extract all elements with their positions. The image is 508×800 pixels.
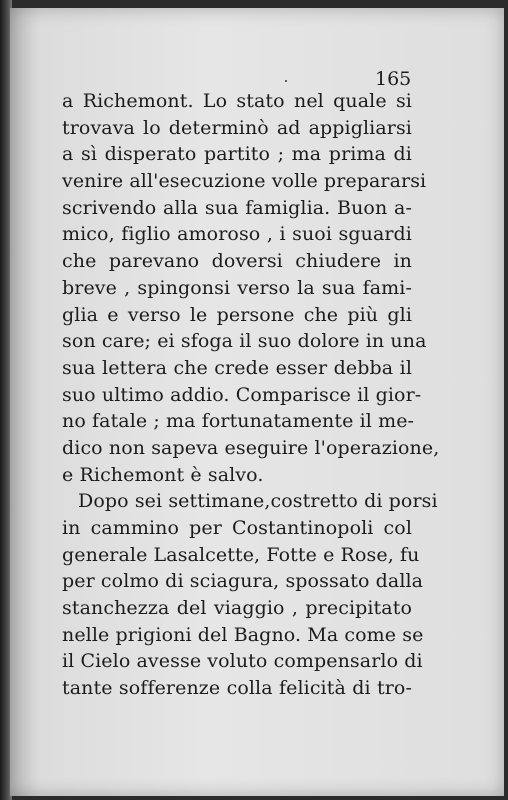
book-page xyxy=(10,8,504,796)
text-line: trovava lo determinò ad appigliarsi xyxy=(62,116,412,139)
text-line: glia e verso le persone che più gli xyxy=(62,303,412,326)
text-line: breve , spingonsi verso la sua fami- xyxy=(62,276,412,299)
text-line: in cammino per Costantinopoli col xyxy=(62,517,412,539)
text-line: il Cielo avesse voluto compensarlo di xyxy=(62,650,423,673)
text-line: Dopo sei settimane,costretto di porsi xyxy=(78,490,438,513)
text-line: nelle prigioni del Bagno. Ma come se xyxy=(62,623,424,646)
text-line: scrivendo alla sua famiglia. Buon a- xyxy=(62,196,412,219)
text-line: e Richemont è salvo. xyxy=(62,463,264,486)
text-line: generale Lasalcette, Fotte e Rose, fu xyxy=(62,543,420,566)
page-number: 165 xyxy=(375,68,412,90)
text-line: per colmo di sciagura, spossato dalla xyxy=(62,570,424,593)
text-line: mico, figlio amoroso , i suoi sguardi xyxy=(62,223,412,246)
text-line: son care; ei sfoga il suo dolore in una xyxy=(62,330,427,353)
text-line: a sì disperato partito ; ma prima di xyxy=(62,143,412,166)
text-line: sua lettera che crede esser debba il xyxy=(62,356,412,379)
text-line: che parevano doversi chiudere in xyxy=(62,250,412,273)
text-line: suo ultimo addio. Comparisce il gior- xyxy=(62,383,422,406)
ink-speck xyxy=(285,80,287,82)
text-line: tante sofferenze colla felicità di tro- xyxy=(62,677,412,700)
body-text xyxy=(62,88,440,702)
text-line: no fatale ; ma fortunatamente il me- xyxy=(62,410,415,433)
text-line: dico non sapeva eseguire l'operazione, xyxy=(62,436,440,459)
text-line: a Richemont. Lo stato nel quale si xyxy=(62,90,412,112)
text-line: venire all'esecuzione volle prepararsi xyxy=(62,170,427,193)
text-line: stanchezza del viaggio , precipitato xyxy=(62,597,412,620)
